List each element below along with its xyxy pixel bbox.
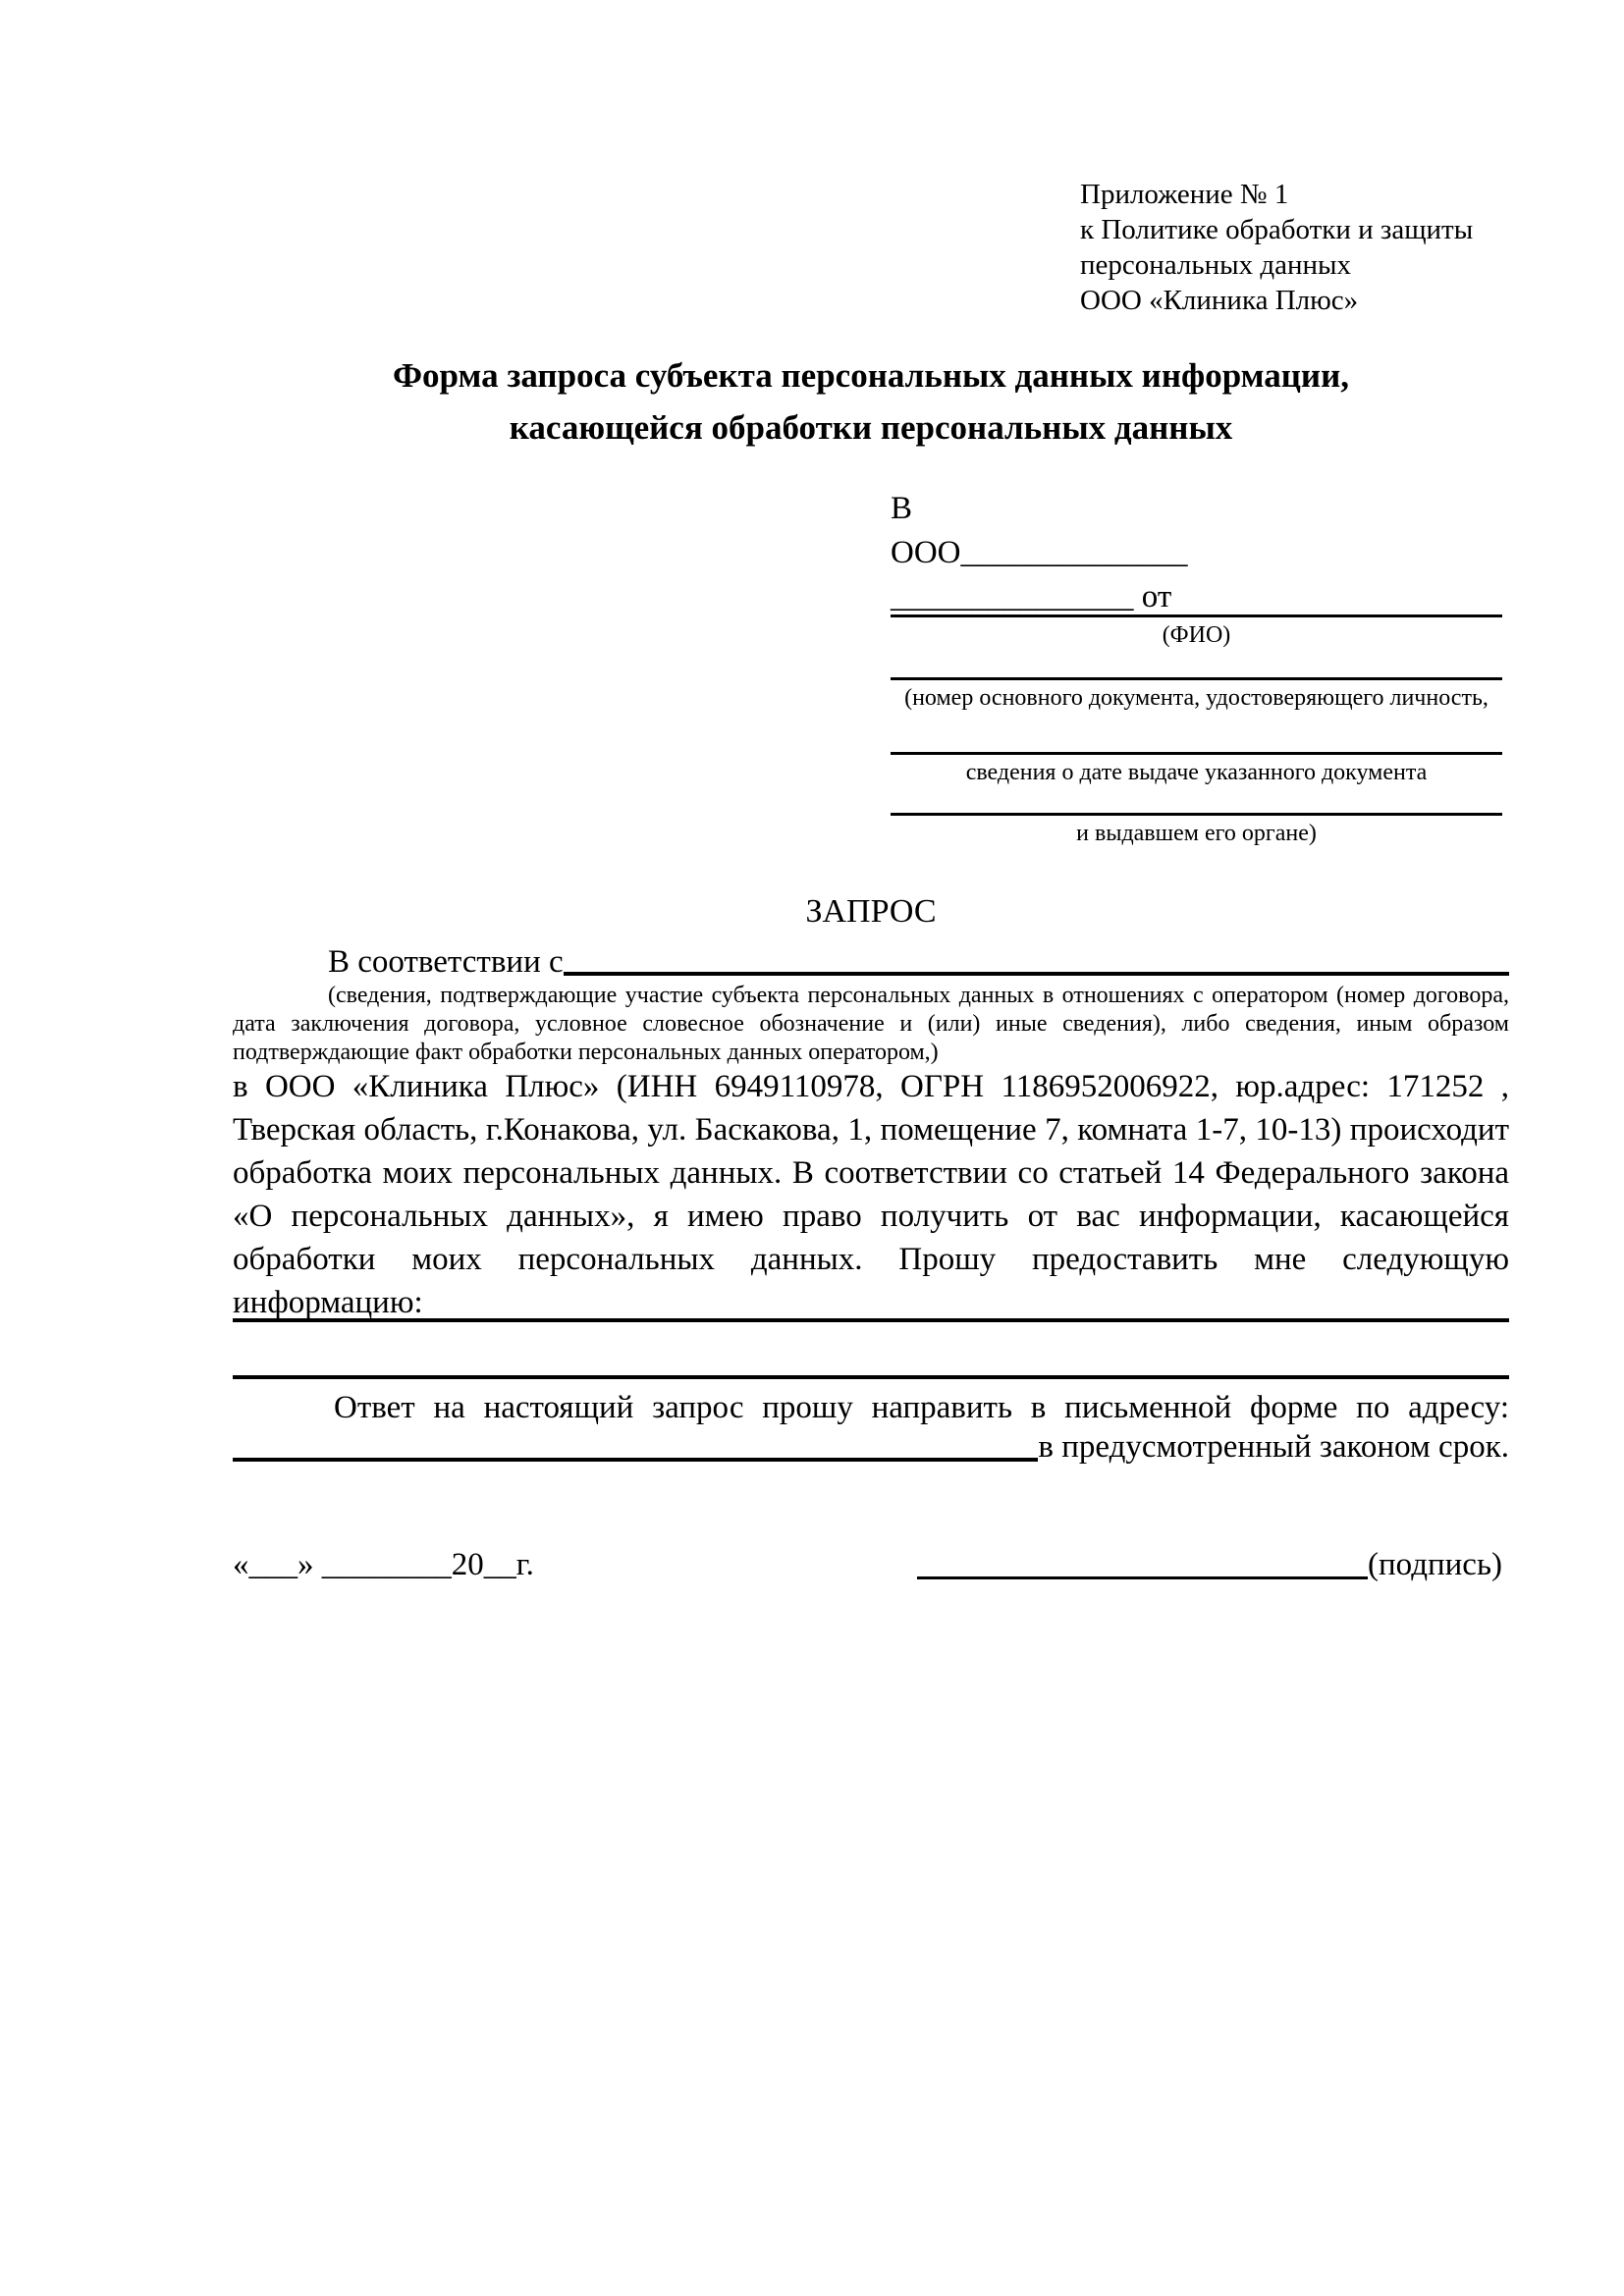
signature-blank-line [917, 1576, 1368, 1579]
field-identity-document [891, 677, 1502, 713]
appendix-line: персональных данных [1080, 249, 1352, 281]
field-issuing-authority-caption: и выдавшем его органе) [1076, 821, 1317, 846]
addressee-from-label: от [1133, 579, 1172, 614]
address-blank-line [233, 1458, 1038, 1462]
appendix-line: к Политике обработки и защиты [1080, 214, 1474, 245]
request-intro-prefix: В соответствии с [328, 944, 564, 980]
date-blank-line: «___» ________20__г. [233, 1547, 534, 1582]
document-title-line: Форма запроса субъекта персональных данных информации, [392, 356, 1350, 395]
request-intro-row [233, 944, 1509, 981]
addressee-from-blank: _______________ [891, 579, 1134, 614]
reply-paragraph-first-line: Ответ на настоящий запрос прошу направить в письменной форме по адресу: [334, 1390, 1509, 1425]
field-issue-date-caption: сведения о дате выдаче указанного документа [965, 760, 1428, 785]
intro-blank-line [564, 972, 1509, 976]
field-identity-document-caption: (номер основного документа, удостоверяющего личность, [904, 685, 1489, 711]
signature-caption: (подпись) [1368, 1547, 1502, 1582]
request-heading: ЗАПРОС [805, 893, 937, 930]
signature-row [917, 1543, 1502, 1586]
appendix-line: Приложение № 1 [1080, 179, 1289, 210]
appendix-header [1080, 177, 1473, 318]
request-note: (сведения, подтверждающие участие субъекта персональных данных в отношениях с оператором (номер договора, дата заключения договора, условное словесное обозначение и (или) иные сведения), либо сведения, иным образом подтверждающие факт обработки персональных данных оператором,) [233, 983, 1509, 1065]
answer-blank-line [233, 1375, 1509, 1379]
reply-suffix: в предусмотренный законом срок. [1038, 1429, 1509, 1465]
answer-blank-line [233, 1318, 1509, 1322]
field-fio-caption: (ФИО) [1162, 622, 1231, 648]
addressee-to-label: В [891, 491, 913, 526]
field-fio [891, 614, 1502, 650]
field-issue-date [891, 752, 1502, 787]
appendix-line: ООО «Клиника Плюс» [1080, 285, 1359, 316]
request-body: в ООО «Клиника Плюс» (ИНН 6949110978, ОГРН 1186952006922, юр.адрес: 171252 , Тверская область, г.Конакова, ул. Баскакова, 1, помещение 7, комната 1-7, 10-13) происходит обработка моих персональных данных. В соответствии со статьей 14 Федерального закона «О персональных данных», я имею право получить от вас информации, касающейся обработки моих персональных данных. Прошу предоставить мне следующую информацию: [233, 1069, 1509, 1320]
document-title-line: касающейся обработки персональных данных [509, 408, 1233, 447]
reply-paragraph-second-line [233, 1425, 1509, 1468]
document-title [233, 349, 1509, 454]
addressee-from-row [891, 579, 1171, 615]
addressee-org-blank: ООО______________ [891, 535, 1188, 570]
field-issuing-authority [891, 813, 1502, 848]
